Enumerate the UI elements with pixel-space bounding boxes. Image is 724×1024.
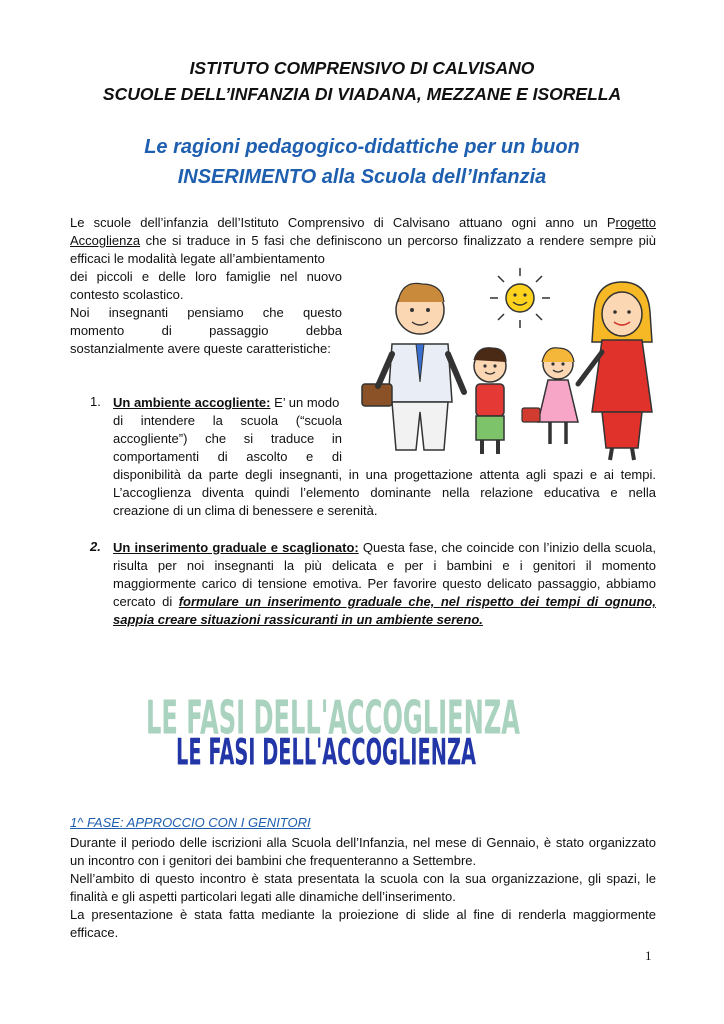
family-illustration xyxy=(352,262,672,462)
item1-number: 1. xyxy=(90,394,101,409)
item2-number: 2. xyxy=(90,539,101,554)
phase1-line: Durante il periodo delle iscrizioni alla Scuola dell’Infanzia, nel mese di Gennaio, è stato organizzato xyxy=(70,835,656,850)
intro-line: efficaci le modalità legate all’ambientamento xyxy=(70,251,325,266)
phases-banner xyxy=(120,676,540,786)
item2-line: maggiormente carico di tensione emotiva. Per favorire questo delicato passaggio, abbiamo xyxy=(113,576,656,591)
item1-line: L’accoglienza diventa quindi l’elemento dominante nella relazione educativa e nella xyxy=(113,485,656,500)
boy-figure xyxy=(474,348,506,454)
intro-line: dei piccoli e delle loro famiglie nel nuovo xyxy=(70,269,342,284)
intro-line: Noi insegnanti pensiamo che questo xyxy=(70,305,342,320)
phase1-line: finalità e gli aspetti particolari legati alle dinamiche dell’inserimento. xyxy=(70,889,456,904)
item1-line: accogliente”) che si traduce in xyxy=(113,431,342,446)
page-title-line2: INSERIMENTO alla Scuola dell’Infanzia xyxy=(177,166,547,188)
page-number: 1 xyxy=(645,948,652,963)
item2-paragraph xyxy=(113,539,656,629)
intro-paragraph-narrow xyxy=(70,250,342,358)
item1-line: creazione di un clima di benessere e serenità. xyxy=(113,503,378,518)
sun-icon xyxy=(490,268,550,328)
intro-paragraph xyxy=(70,214,656,250)
item1-line: di intendere la scuola (“scuola xyxy=(113,413,342,428)
phase1-title: 1^ FASE: APPROCCIO CON I GENITORI xyxy=(70,815,311,830)
girl-figure xyxy=(522,348,578,444)
phase1-line: Nell’ambito di questo incontro è stata presentata la scuola con la sua organizzazione, gli spazi, le xyxy=(70,871,656,886)
item2-line: cercato di formulare un inserimento graduale che, nel rispetto dei tempi di ognuno, xyxy=(113,594,656,609)
intro-line: contesto scolastico. xyxy=(70,287,184,302)
school-header-line2: SCUOLE DELL’INFANZIA DI VIADANA, MEZZANE E ISORELLA xyxy=(102,84,622,104)
mother-figure xyxy=(578,282,652,460)
intro-line: Accoglienza che si traduce in 5 fasi che definiscono un percorso finalizzato a rendere sempre più xyxy=(70,233,656,248)
item1-line: comportamenti di ascolto e di xyxy=(113,449,342,464)
phase1-line: un incontro con i genitori dei bambini che frequenteranno a Settembre. xyxy=(70,853,477,868)
item2-line: sappia creare situazioni rassicuranti in un ambiente sereno. xyxy=(113,612,483,627)
intro-line: sostanzialmente avere queste caratteristiche: xyxy=(70,341,331,356)
intro-line: momento di passaggio debba xyxy=(70,323,342,338)
page-title-line1: Le ragioni pedagogico-didattiche per un buon xyxy=(144,136,580,158)
phase1-paragraph xyxy=(70,834,656,942)
banner-shadow-text: LE FASI DELL'ACCOGLIENZA xyxy=(146,691,521,746)
item1-line: Un ambiente accogliente: E’ un modo xyxy=(113,395,340,410)
intro-line: Le scuole dell’infanzia dell’Istituto Comprensivo di Calvisano attuano ogni anno un Progetto xyxy=(70,215,656,230)
banner-front-text: LE FASI DELL'ACCOGLIENZA xyxy=(176,731,477,774)
phase1-line: efficace. xyxy=(70,925,119,940)
father-figure xyxy=(362,283,464,450)
school-header-line1: ISTITUTO COMPRENSIVO DI CALVISANO xyxy=(189,58,535,78)
item1-paragraph-narrow xyxy=(113,394,342,466)
item2-line: Un inserimento graduale e scaglionato: Questa fase, che coincide con l’inizio della scuola, xyxy=(113,540,656,555)
phase1-line: La presentazione è stata fatta mediante la proiezione di slide al fine di renderla maggiormente xyxy=(70,907,656,922)
item1-line: disponibilità da parte degli insegnanti, in una progettazione attenta agli spazi e ai tempi. xyxy=(113,467,656,482)
item2-line: risulta per noi insegnanti la più delicata e per i bambini e i genitori il momento xyxy=(113,558,656,573)
item1-paragraph-wide xyxy=(113,466,656,520)
